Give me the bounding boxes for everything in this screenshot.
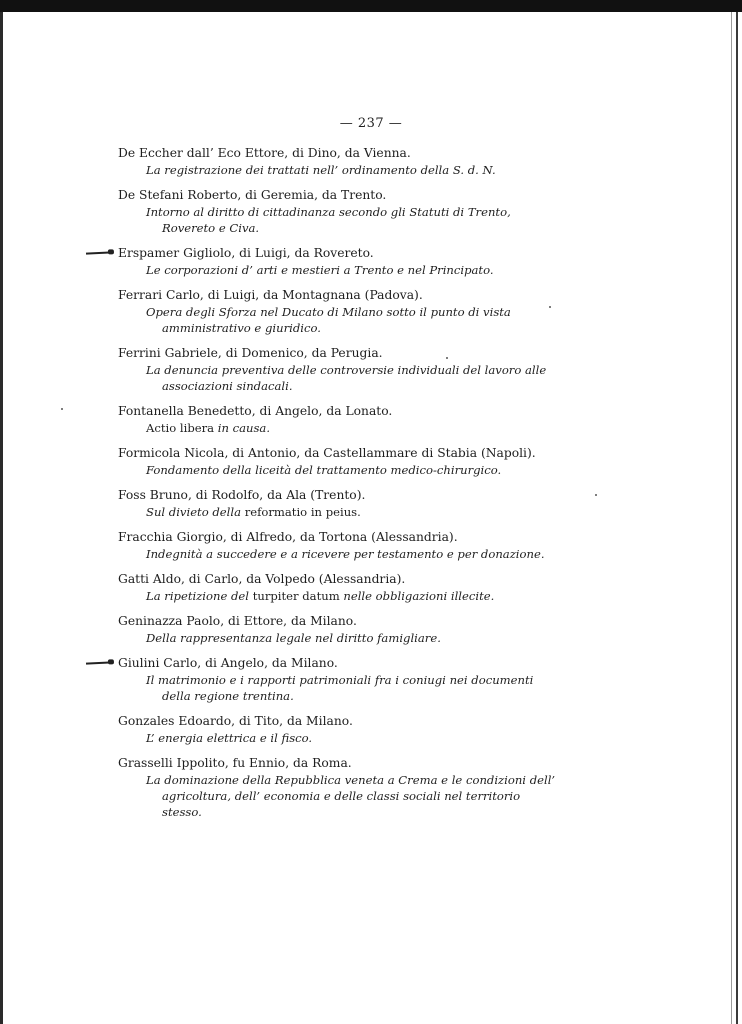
list-item — [118, 286, 558, 336]
scan-speck — [549, 306, 551, 308]
list-item — [118, 528, 558, 562]
scan-speck — [595, 494, 597, 496]
entry-name: Fracchia Giorgio, di Alfredo, da Tortona (Alessandria). — [118, 530, 458, 544]
scan-speck — [61, 408, 63, 410]
list-item — [118, 344, 558, 394]
entry-title-plain: Actio libera — [146, 421, 215, 435]
list-item — [118, 712, 558, 746]
list-item — [118, 486, 558, 520]
entry-title — [118, 504, 558, 520]
entry-title: Della rappresentanza legale nel diritto famigliare. — [146, 631, 441, 645]
entry-title: La registrazione dei trattati nell’ ordinamento della S. d. N. — [146, 163, 496, 177]
list-item — [118, 244, 558, 278]
entry-title: Fondamento della liceità del trattamento medico-chirurgico. — [146, 463, 502, 477]
scan-top-border — [0, 0, 742, 12]
entry-name: Formicola Nicola, di Antonio, da Castellammare di Stabia (Napoli). — [118, 446, 536, 460]
scan-left-border — [0, 12, 3, 1024]
entry-name: Fontanella Benedetto, di Angelo, da Lonato. — [118, 404, 393, 418]
entry-title-italic: Sul divieto della — [146, 505, 241, 519]
entry-name: Geninazza Paolo, di Ettore, da Milano. — [118, 614, 357, 628]
entry-name: Grasselli Ippolito, fu Ennio, da Roma. — [118, 756, 352, 770]
list-item — [118, 186, 558, 236]
entry-title — [118, 588, 558, 604]
entry-title: Il matrimonio e i rapporti patrimoniali fra i coniugi nei documenti della regione trentina. — [146, 673, 534, 703]
list-item — [118, 444, 558, 478]
entry-title: La denuncia preventiva delle controversie individuali del lavoro alle associazioni sindacali. — [146, 363, 547, 393]
entry-name: Gonzales Edoardo, di Tito, da Milano. — [118, 714, 353, 728]
list-item — [118, 570, 558, 604]
entry-name: Ferrari Carlo, di Luigi, da Montagnana (Padova). — [118, 288, 423, 302]
entry-title-italic-end: nelle obbligazioni illecite. — [343, 589, 495, 603]
entry-title: La dominazione della Repubblica veneta a Crema e le condizioni dell’ agricoltura, dell’ economia e delle classi sociali nel territorio stesso. — [146, 773, 556, 819]
scan-right-border — [736, 12, 738, 1024]
scan-right-border-inner — [731, 12, 732, 1024]
entry-title-italic: in causa. — [217, 421, 271, 435]
entry-name: De Stefani Roberto, di Geremia, da Trento. — [118, 188, 387, 202]
entry-title: Indegnità a succedere e a ricevere per testamento e per donazione. — [146, 547, 545, 561]
entry-title-italic: La ripetizione del — [146, 589, 249, 603]
entry-title: Opera degli Sforza nel Ducato di Milano sotto il punto di vista amministrativo e giuridico. — [146, 305, 511, 335]
entry-name: Erspamer Gigliolo, di Luigi, da Rovereto. — [118, 246, 374, 260]
entry-name: Gatti Aldo, di Carlo, da Volpedo (Alessandria). — [118, 572, 406, 586]
page-number: — 237 — — [339, 116, 403, 131]
entry-title: Le corporazioni d’ arti e mestieri a Trento e nel Principato. — [146, 263, 494, 277]
scan-speck — [446, 357, 448, 359]
entry-name: Foss Bruno, di Rodolfo, da Ala (Trento). — [118, 488, 366, 502]
list-item — [118, 654, 558, 704]
entry-name: Giulini Carlo, di Angelo, da Milano. — [118, 656, 338, 670]
list-item — [118, 612, 558, 646]
entry-title-plain: turpiter datum — [252, 589, 340, 603]
entry-title-plain: reformatio in peius. — [244, 505, 361, 519]
entry-title: Intorno al diritto di cittadinanza secondo gli Statuti di Trento, Rovereto e Civa. — [146, 205, 511, 235]
entry-title — [118, 420, 558, 436]
entry-title: L’ energia elettrica e il fisco. — [146, 731, 313, 745]
pen-mark-icon — [86, 661, 112, 664]
list-item — [118, 144, 558, 178]
pen-mark-icon — [86, 251, 112, 254]
entry-list — [118, 144, 558, 828]
entry-name: De Eccher dall’ Eco Ettore, di Dino, da Vienna. — [118, 146, 411, 160]
list-item — [118, 754, 558, 820]
list-item — [118, 402, 558, 436]
entry-name: Ferrini Gabriele, di Domenico, da Perugia. — [118, 346, 383, 360]
